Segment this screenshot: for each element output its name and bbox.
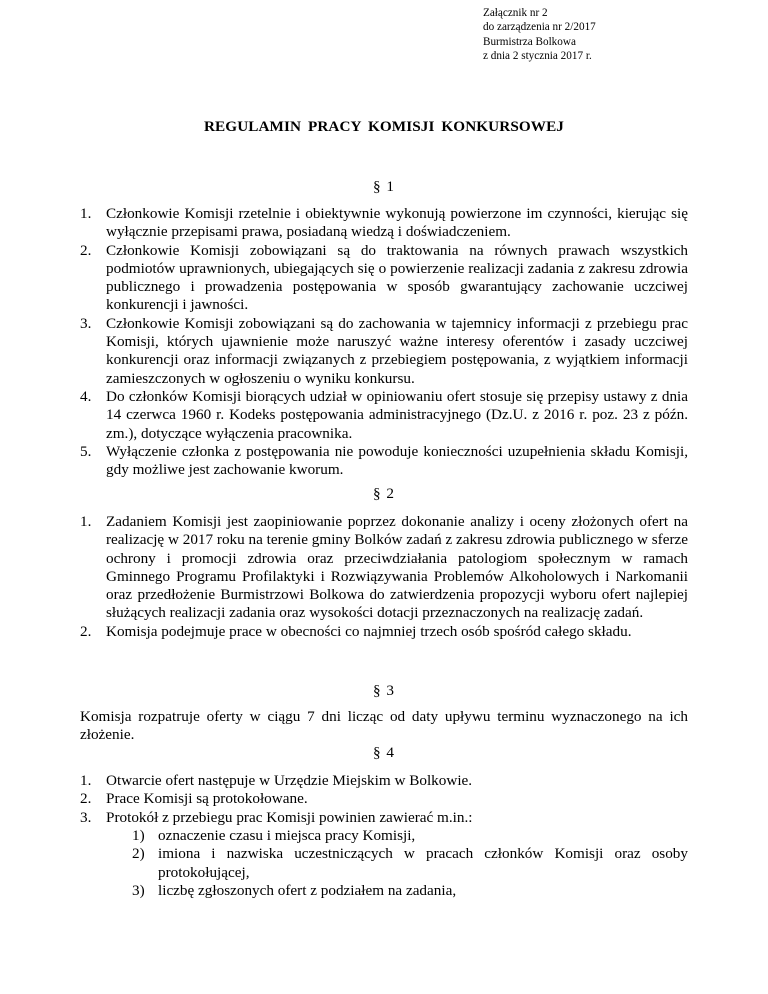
list-item <box>80 513 688 623</box>
section-heading-1: § 1 <box>373 178 395 195</box>
sub-item-number: 2) <box>132 845 145 863</box>
item-text: Członkowie Komisji rzetelnie i obiektywnie wykonują powierzone im czynności, kierując się wyłącznie przepisami prawa, posiadaną wiedzą i doświadczeniem. <box>106 205 688 241</box>
item-number: 2. <box>80 241 92 259</box>
item-number: 2. <box>80 622 92 640</box>
sub-item-text: oznaczenie czasu i miejsca pracy Komisji, <box>158 827 416 844</box>
section-3-text: Komisja rozpatruje oferty w ciągu 7 dni licząc od daty upływu terminu wyznaczonego na ich złożenie. <box>80 708 688 744</box>
list-item <box>80 388 688 443</box>
section-heading-2: § 2 <box>373 485 395 502</box>
item-text: Otwarcie ofert następuje w Urzędzie Miejskim w Bolkowie. <box>106 772 473 789</box>
item-number: 5. <box>80 442 92 460</box>
item-text: Prace Komisji są protokołowane. <box>106 790 308 808</box>
item-text: Zadaniem Komisji jest zaopiniowanie poprzez dokonanie analizy i oceny złożonych ofert na realizację w 2017 roku na terenie gminy Bolków zadań z zakresu zdrowia publicznego w sferze ochrony i promocji zdrowia oraz przeciwdziałania patologiom społecznym w ramach Gminnego Programu Profilaktyki i Rozwiązywania Problemów Alkoholowych i Narkomanii oraz przedłożenie Burmistrzowi Bolkowa do zatwierdzenia propozycji wyboru ofert najlepiej służących realizacji zadania oraz wysokości dotacji przeznaczonych na realizację zadań. <box>106 513 688 622</box>
annex-line: Burmistrza Bolkowa <box>483 35 576 48</box>
item-text: Protokół z przebiegu prac Komisji powinien zawierać m.in.: <box>106 808 473 826</box>
list-item <box>80 242 688 315</box>
item-number: 1. <box>80 205 92 222</box>
list-item <box>80 809 688 827</box>
item-text: Członkowie Komisji zobowiązani są do traktowania na równych prawach wszystkich podmiotów uprawnionych, ubiegających się o powierzenie realizacji zadania z zakresu zdrowia publicznego i prowadzenia postępowania w sposób gwarantujący zachowanie uczciwej konkurencji i jawności. <box>106 241 688 314</box>
item-number: 1. <box>80 513 92 530</box>
list-item <box>80 443 688 480</box>
item-number: 3. <box>80 808 92 826</box>
item-number: 3. <box>80 314 92 332</box>
list-item <box>80 623 688 641</box>
annex-note <box>483 6 596 64</box>
list-item <box>80 315 688 388</box>
item-text: Członkowie Komisji zobowiązani są do zachowania w tajemnicy informacji z przebiegu prac Komisji, których ujawnienie może naruszyć ważne interesy oferentów i zasady uczciwej konkurencji oraz informacji związanych z przebiegiem postępowania, z wyjątkiem informacji zamieszczonych w ogłoszeniu o wyniku konkursu. <box>106 314 688 387</box>
section-4-sublist <box>80 827 688 900</box>
sub-list-item <box>80 827 688 845</box>
list-item <box>80 790 688 808</box>
annex-line: z dnia 2 stycznia 2017 r. <box>483 50 592 63</box>
sub-item-text: liczbę zgłoszonych ofert z podziałem na zadania, <box>158 881 457 899</box>
annex-line: Załącznik nr 2 <box>483 7 548 19</box>
list-item <box>80 772 688 790</box>
item-text: Komisja podejmuje prace w obecności co najmniej trzech osób spośród całego składu. <box>106 622 632 640</box>
section-heading-3: § 3 <box>373 682 395 699</box>
annex-line: do zarządzenia nr 2/2017 <box>483 21 596 34</box>
item-number: 4. <box>80 387 92 405</box>
list-item <box>80 205 688 242</box>
sub-list-item <box>80 845 688 882</box>
sub-list-item <box>80 882 688 900</box>
item-text: Do członków Komisji biorących udział w opiniowaniu ofert stosuje się przepisy ustawy z dnia 14 czerwca 1960 r. Kodeks postępowania administracyjnego (Dz.U. z 2016 r. poz. 23 z późn. zm.), dotyczące wyłączenia pracownika. <box>106 387 688 442</box>
sub-item-number: 3) <box>132 881 145 899</box>
section-1-list <box>80 205 688 479</box>
section-4-list <box>80 772 688 827</box>
item-number: 2. <box>80 790 92 808</box>
sub-item-text: imiona i nazwiska uczestniczących w pracach członków Komisji oraz osoby protokołującej, <box>158 845 688 881</box>
section-heading-4: § 4 <box>373 744 395 761</box>
sub-item-number: 1) <box>132 827 145 844</box>
item-text: Wyłączenie członka z postępowania nie powoduje konieczności uzupełnienia składu Komisji, gdy możliwe jest zachowanie kworum. <box>106 442 688 479</box>
section-2-list <box>80 513 688 641</box>
document-title: REGULAMIN PRACY KOMISJI KONKURSOWEJ <box>203 118 564 135</box>
item-number: 1. <box>80 772 92 789</box>
